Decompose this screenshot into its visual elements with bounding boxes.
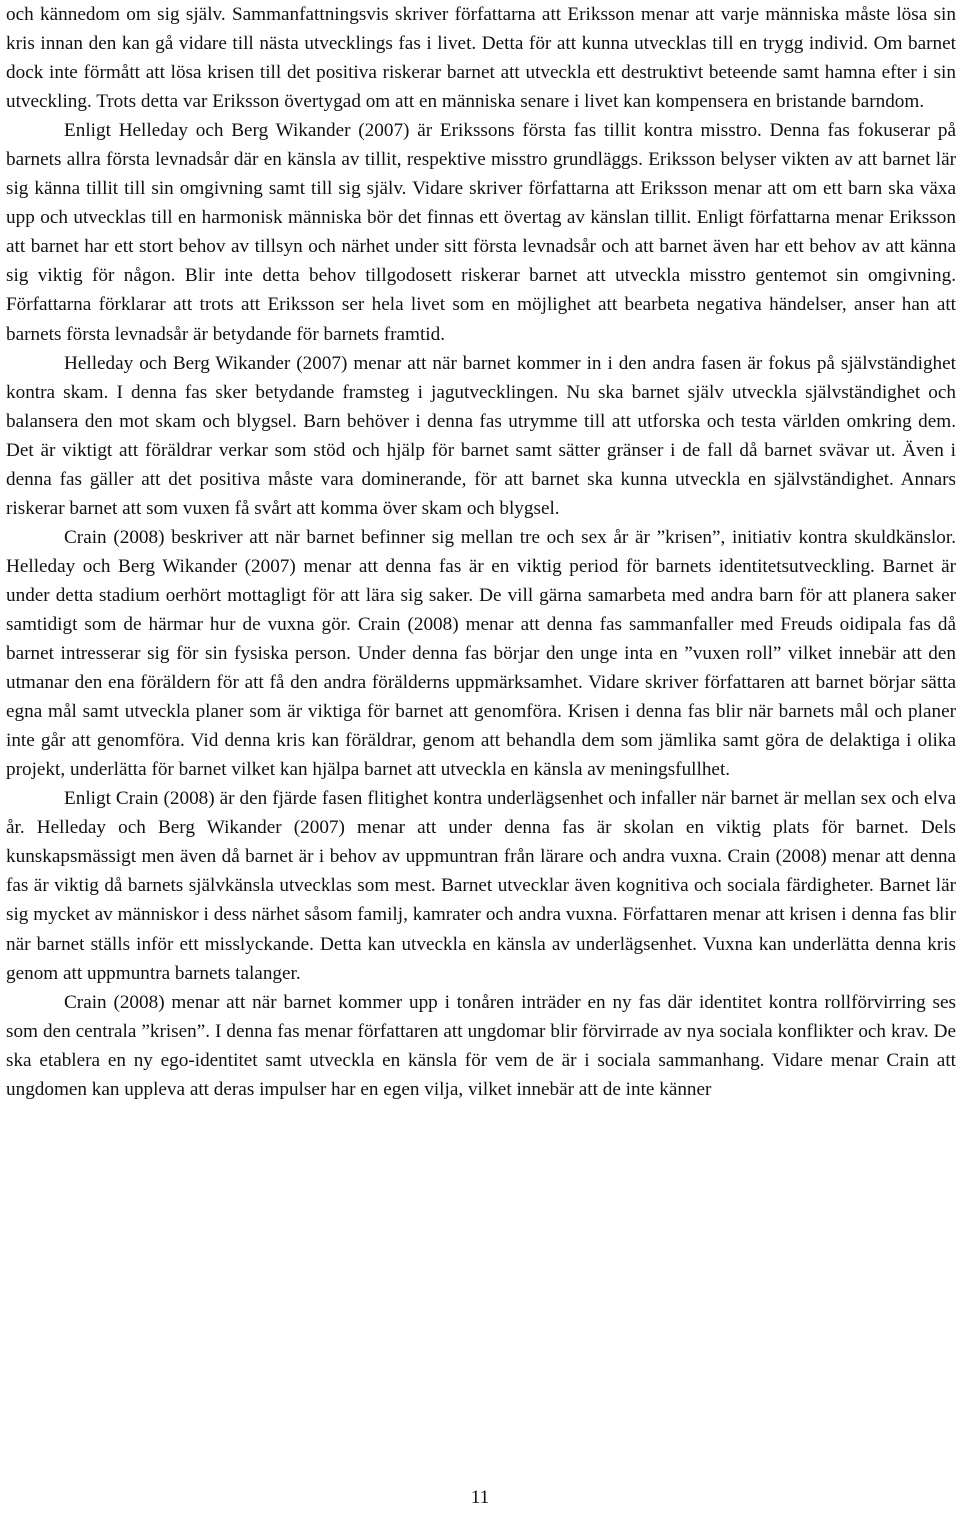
paragraph-3: Helleday och Berg Wikander (2007) menar att när barnet kommer in i den andra fasen är fokus på självständighet kontra skam. I denna fas sker betydande framsteg i jagutvecklingen. Nu ska barnet själv utveckla självständighet och balansera den mot skam och blygsel. Barn behöver i denna fas utrymme till att utforska och testa världen omkring dem. Det är viktigt att föräldrar verkar som stöd och hjälp för barnet samt sätter gränser i de fall då barnet svävar ut. Även i denna fas gäller att det positiva måste vara dominerande, för att barnet ska kunna utveckla en självständighet. Annars riskerar barnet att som vuxen få svårt att komma över skam och blygsel. bbox=[6, 352, 956, 519]
paragraph-5: Enligt Crain (2008) är den fjärde fasen flitighet kontra underlägsenhet och infaller när barnet är mellan sex och elva år. Helleday och Berg Wikander (2007) menar att under denna fas är skolan en viktig plats för barnet. Dels kunskapsmässigt men även då barnet är i behov av uppmuntran från lärare och andra vuxna. Crain (2008) menar att denna fas är viktig då barnets självkänsla utvecklas som mest. Barnet utvecklar även kognitiva och sociala färdigheter. Barnet lär sig mycket av människor i dess närhet såsom familj, kamrater och andra vuxna. Författaren menar att krisen i denna fas blir när barnet ställs inför ett misslyckande. Detta kan utveckla en känsla av underlägsenhet. Vuxna kan underlätta denna kris genom att uppmuntra barnets talanger. bbox=[6, 788, 956, 984]
page-number: 11 bbox=[470, 1487, 490, 1508]
paragraph-1: och kännedom om sig själv. Sammanfattningsvis skriver författarna att Eriksson menar att varje människa måste lösa sin kris innan den kan gå vidare till nästa utvecklings fas i livet. Detta för att kunna utvecklas till en trygg individ. Om barnet dock inte förmått att lösa krisen till det positiva riskerar barnet att utveckla ett destruktivt beteende samt hamna efter i sin utveckling. Trots detta var Eriksson övertygad om att en människa senare i livet kan kompensera en bristande barndom. bbox=[6, 4, 956, 113]
paragraph-6: Crain (2008) menar att när barnet kommer upp i tonåren inträder en ny fas där identitet kontra rollförvirring ses som den centrala ”krisen”. I denna fas menar författaren att ungdomar blir förvirrade av nya sociala konflikter och krav. De ska etablera en ny ego-identitet samt utveckla en känsla för vem de är i sociala sammanhang. Vidare menar Crain att ungdomen kan uppleva att deras impulser har en egen vilja, vilket innebär att de inte känner bbox=[6, 991, 956, 1100]
paragraph-2: Enligt Helleday och Berg Wikander (2007) är Erikssons första fas tillit kontra misstro. Denna fas fokuserar på barnets allra första levnadsår där en känsla av tillit, respektive misstro grundläggs. Eriksson belyser vikten av att barnet lär sig känna tillit till sin omgivning samt till sig själv. Vidare skriver författarna att Eriksson menar att om ett barn ska växa upp och utvecklas till en harmonisk människa bör det finnas ett övertag av känslan tillit. Enligt författarna menar Eriksson att barnet har ett stort behov av tillsyn och närhet under sitt första levnadsår och att barnet även har ett behov av att känna sig viktig för någon. Blir inte detta behov tillgodosett riskerar barnet att utveckla misstro gentemot sin omgivning. Författarna förklarar att trots att Eriksson ser hela livet som en möjlighet att bearbeta negativa händelser, anser han att barnets första levnadsår är betydande för barnets framtid. bbox=[6, 120, 956, 345]
document-page bbox=[6, 0, 956, 1104]
paragraph-4: Crain (2008) beskriver att när barnet befinner sig mellan tre och sex år är ”krisen”, initiativ kontra skuldkänslor. Helleday och Berg Wikander (2007) menar att denna fas är en viktig period för barnets identitetsutveckling. Barnet är under detta stadium oerhört mottagligt för att lära sig saker. De vill gärna samarbeta med andra barn för att planera saker samtidigt som de härmar hur de vuxna gör. Crain (2008) menar att denna fas sammanfaller med Freuds oidipala fas då barnet intresserar sig för sin fysiska person. Under denna fas börjar den unge inta en ”vuxen roll” vilket innebär att den utmanar den ena föräldern för att få den andra förälderns uppmärksamhet. Vidare skriver författaren att barnet börjar sätta egna mål samt utveckla planer som är viktiga för barnet att genomföra. Krisen i denna fas blir när barnets mål och planer inte går att genomföra. Vid denna kris kan föräldrar, genom att behandla dem som jämlika samt göra de delaktiga i olika projekt, underlätta för barnet vilket kan hjälpa barnet att utveckla en känsla av meningsfullhet. bbox=[6, 526, 956, 781]
